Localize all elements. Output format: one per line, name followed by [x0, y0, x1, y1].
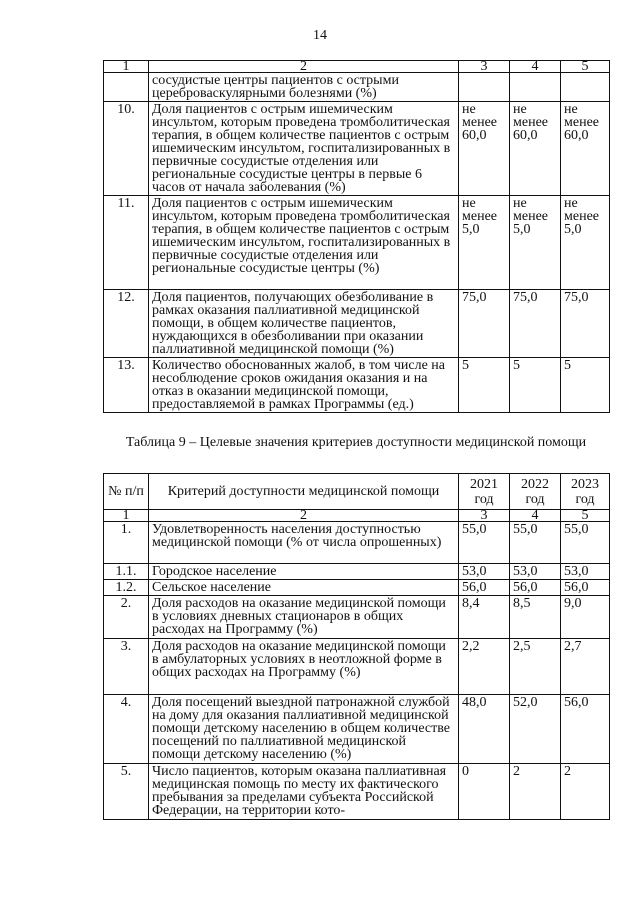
value-2023: 55,0	[561, 522, 610, 564]
column-index: 3	[459, 61, 510, 73]
value-2023: 56,0	[561, 580, 610, 596]
row-number	[104, 73, 149, 102]
column-index-row	[104, 510, 610, 522]
value-2023: 56,0	[561, 695, 610, 764]
table-row	[104, 196, 610, 290]
table-caption: Таблица 9 – Целевые значения критериев доступности медицинской помощи	[125, 435, 587, 450]
column-index: 3	[459, 510, 510, 522]
row-number: 12.	[104, 290, 149, 358]
page-number: 14	[313, 28, 327, 43]
table-row	[104, 639, 610, 695]
value-2022: 2,5	[510, 639, 561, 695]
value-2023: 2	[561, 764, 610, 820]
value-2021: 0	[459, 764, 510, 820]
value-2023: 5	[561, 358, 610, 413]
column-index: 2	[149, 510, 459, 522]
header-year-2023: 2023 год	[561, 474, 610, 510]
row-number: 1.1.	[104, 564, 149, 580]
column-index-row	[104, 61, 610, 73]
criterion-text: Доля расходов на оказание медицинской помощи в амбулаторных условиях в неотложной форме в общих расходах на Программу (%)	[149, 639, 459, 695]
value-2023: 2,7	[561, 639, 610, 695]
column-index: 5	[561, 61, 610, 73]
row-number: 4.	[104, 695, 149, 764]
value-2021: 53,0	[459, 564, 510, 580]
table-row	[104, 764, 610, 820]
table-row	[104, 695, 610, 764]
table-row	[104, 580, 610, 596]
value-2021: 48,0	[459, 695, 510, 764]
row-number: 1.2.	[104, 580, 149, 596]
value-2023: 9,0	[561, 596, 610, 639]
value-2022: 52,0	[510, 695, 561, 764]
criterion-text: Доля расходов на оказание медицинской помощи в условиях дневных стационаров в общих расходах на Программу (%)	[149, 596, 459, 639]
value-2023: 53,0	[561, 564, 610, 580]
criterion-text: Доля пациентов, получающих обезболивание в рамках оказания паллиативной медицинской помощи, в общем количестве пациентов, нуждающихся в обезболивании при оказании паллиативной медицинской помощи (%)	[149, 290, 459, 358]
table-row	[104, 596, 610, 639]
value-2022: 75,0	[510, 290, 561, 358]
value-2022: не менее 60,0	[510, 102, 561, 196]
value-2022: 55,0	[510, 522, 561, 564]
header-year-2021: 2021 год	[459, 474, 510, 510]
value-2022: 2	[510, 764, 561, 820]
value-2023: не менее 60,0	[561, 102, 610, 196]
value-2021: 75,0	[459, 290, 510, 358]
table-row	[104, 358, 610, 413]
criteria-table-continued	[103, 60, 610, 413]
criterion-text: Доля посещений выездной патронажной службой на дому для оказания паллиативной медицинской помощи детскому населению в общем количестве посещений по паллиативной медицинской помощи детскому населению (%)	[149, 695, 459, 764]
column-index: 4	[510, 510, 561, 522]
column-index: 1	[104, 61, 149, 73]
value-2021: 55,0	[459, 522, 510, 564]
value-2022: 8,5	[510, 596, 561, 639]
table-row	[104, 290, 610, 358]
row-number: 11.	[104, 196, 149, 290]
table-header-row	[104, 474, 610, 510]
value-2021: 5	[459, 358, 510, 413]
value-2021: 56,0	[459, 580, 510, 596]
value-2021: не менее 60,0	[459, 102, 510, 196]
table-row	[104, 102, 610, 196]
value-2021: не менее 5,0	[459, 196, 510, 290]
value-2021: 2,2	[459, 639, 510, 695]
table-row	[104, 564, 610, 580]
criterion-text: Городское население	[149, 564, 459, 580]
row-number: 2.	[104, 596, 149, 639]
value-2023: не менее 5,0	[561, 196, 610, 290]
value-2022: не менее 5,0	[510, 196, 561, 290]
row-number: 10.	[104, 102, 149, 196]
value-2023: 75,0	[561, 290, 610, 358]
criterion-text: Удовлетворенность населения доступностью медицинской помощи (% от числа опрошенных)	[149, 522, 459, 564]
value-2022	[510, 73, 561, 102]
header-year-2022: 2022 год	[510, 474, 561, 510]
header-criterion: Критерий доступности медицинской помощи	[149, 474, 459, 510]
accessibility-criteria-table	[103, 473, 610, 820]
row-number: 1.	[104, 522, 149, 564]
column-index: 2	[149, 61, 459, 73]
value-2021: 8,4	[459, 596, 510, 639]
value-2022: 56,0	[510, 580, 561, 596]
criterion-text: Сельское население	[149, 580, 459, 596]
column-index: 1	[104, 510, 149, 522]
criterion-text: Число пациентов, которым оказана паллиативная медицинская помощь по месту их фактического пребывания за пределами субъекта Российской Федерации, на территории кото-	[149, 764, 459, 820]
column-index: 4	[510, 61, 561, 73]
row-number: 5.	[104, 764, 149, 820]
table-row	[104, 73, 610, 102]
row-number: 3.	[104, 639, 149, 695]
column-index: 5	[561, 510, 610, 522]
header-row-number: № п/п	[104, 474, 149, 510]
criterion-text: сосудистые центры пациентов с острыми цереброваскулярными болезнями (%)	[149, 73, 459, 102]
criterion-text: Количество обоснованных жалоб, в том числе на несоблюдение сроков ожидания оказания и на отказ в оказании медицинской помощи, предоставляемой в рамках Программы (ед.)	[149, 358, 459, 413]
criterion-text: Доля пациентов с острым ишемическим инсультом, которым проведена тромболитическая терапия, в общем количестве пациентов с острым ишемическим инсультом, госпитализированных в первичные сосудистые отделения или региональные сосудистые центры в первые 6 часов от начала заболевания (%)	[149, 102, 459, 196]
value-2022: 53,0	[510, 564, 561, 580]
row-number: 13.	[104, 358, 149, 413]
table-row	[104, 522, 610, 564]
value-2022: 5	[510, 358, 561, 413]
value-2023	[561, 73, 610, 102]
value-2021	[459, 73, 510, 102]
criterion-text: Доля пациентов с острым ишемическим инсультом, которым проведена тромболитическая терапия, в общем количестве пациентов с острым ишемическим инсультом, госпитализированных в первичные сосудистые отделения или региональные сосудистые центры (%)	[149, 196, 459, 290]
